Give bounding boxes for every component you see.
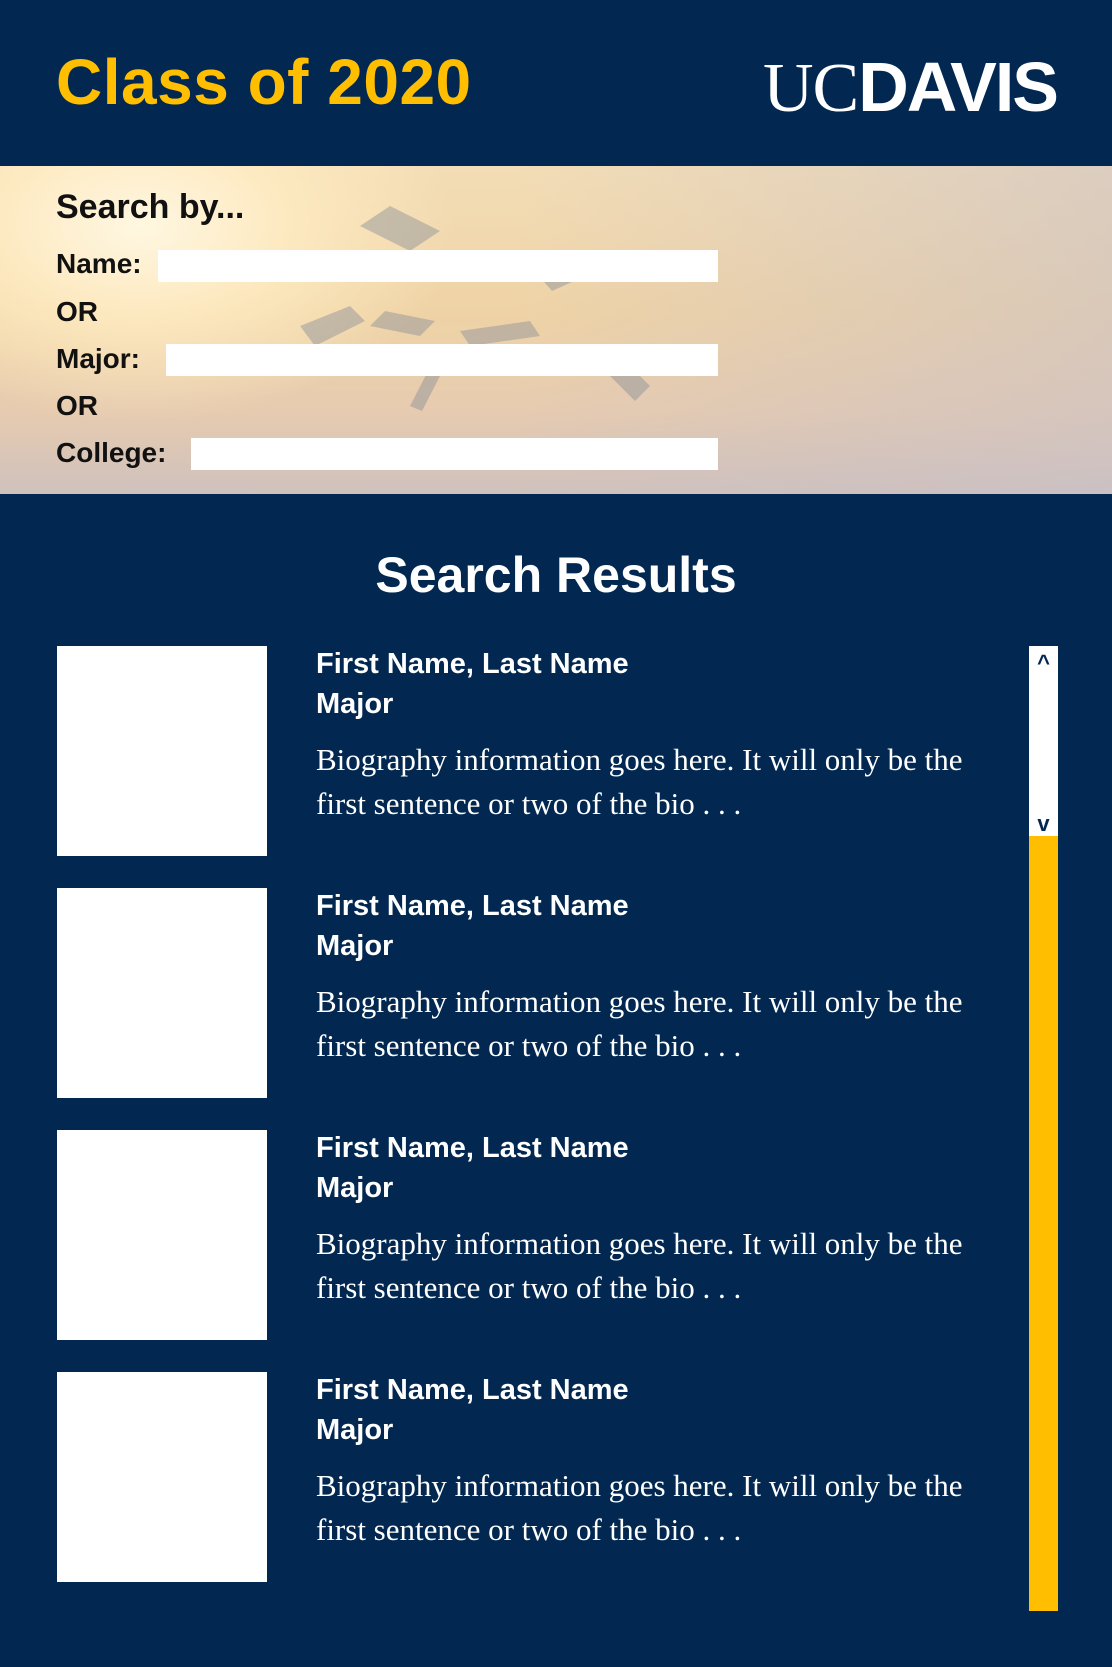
major-label: Major: — [56, 343, 140, 374]
result-bio: Biography information goes here. It will only be the first sentence or two of the bio . . . — [316, 742, 963, 821]
result-name[interactable]: First Name, Last Name — [316, 1132, 629, 1164]
search-heading: Search by... — [56, 188, 245, 226]
scroll-down-icon[interactable]: v — [1037, 811, 1050, 836]
name-label: Name: — [56, 248, 142, 279]
result-name[interactable]: First Name, Last Name — [316, 890, 629, 922]
result-item[interactable] — [57, 888, 977, 1098]
result-major: Major — [316, 930, 394, 962]
result-item[interactable] — [57, 1372, 977, 1582]
scrollbar-thumb[interactable] — [1029, 646, 1058, 836]
major-input[interactable] — [166, 344, 718, 376]
college-input[interactable] — [191, 438, 718, 470]
result-major: Major — [316, 688, 394, 720]
result-major: Major — [316, 1414, 394, 1446]
result-item[interactable] — [57, 1130, 977, 1340]
or-label: OR — [56, 390, 98, 421]
scroll-up-icon[interactable]: ^ — [1037, 650, 1050, 675]
logo-uc: UC — [763, 50, 859, 127]
result-bio: Biography information goes here. It will only be the first sentence or two of the bio . . . — [316, 984, 963, 1063]
result-bio: Biography information goes here. It will only be the first sentence or two of the bio . . . — [316, 1226, 963, 1305]
ucdavis-logo — [763, 48, 1057, 127]
results-heading: Search Results — [375, 547, 737, 603]
college-label: College: — [56, 437, 167, 468]
profile-photo[interactable] — [57, 1372, 267, 1582]
result-major: Major — [316, 1172, 394, 1204]
result-name[interactable]: First Name, Last Name — [316, 648, 629, 680]
result-name[interactable]: First Name, Last Name — [316, 1374, 629, 1406]
profile-photo[interactable] — [57, 646, 267, 856]
results-scrollbar[interactable] — [1029, 646, 1058, 1611]
header — [0, 0, 1112, 166]
profile-photo[interactable] — [57, 888, 267, 1098]
logo-davis: DAVIS — [858, 48, 1057, 126]
graduation-caps-illustration — [290, 196, 710, 426]
search-panel — [0, 166, 1112, 494]
page-title: Class of 2020 — [56, 46, 472, 118]
result-item[interactable] — [57, 646, 977, 856]
or-label: OR — [56, 296, 98, 327]
profile-photo[interactable] — [57, 1130, 267, 1340]
result-bio: Biography information goes here. It will only be the first sentence or two of the bio . . . — [316, 1468, 963, 1547]
name-input[interactable] — [158, 250, 718, 282]
